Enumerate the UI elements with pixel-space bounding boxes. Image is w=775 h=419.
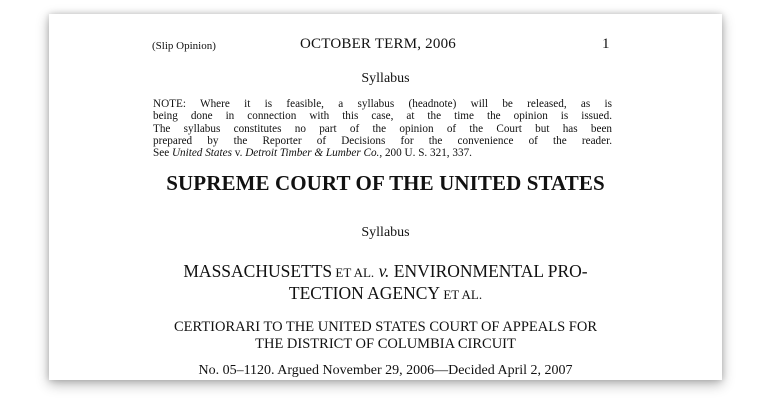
party-b-line-1: ENVIRONMENTAL PRO- bbox=[389, 261, 588, 281]
syllabus-heading: Syllabus bbox=[361, 225, 410, 240]
slip-opinion-label: (Slip Opinion) bbox=[152, 40, 216, 52]
party-b-line-2: TECTION AGENCY bbox=[288, 283, 441, 303]
note-line: The syllabus constitutes no part of the opinion of the Court but has been bbox=[153, 122, 612, 135]
headnote-note bbox=[153, 98, 612, 159]
note-line: being done in connection with this case, at the time the opinion is issued. bbox=[153, 110, 612, 123]
certiorari-heading bbox=[49, 319, 722, 353]
note-cite-case-a: United States bbox=[171, 147, 232, 160]
note-cite-citation: 200 U. S. 321, 337. bbox=[382, 147, 472, 160]
term-heading: OCTOBER TERM, 2006 bbox=[300, 36, 456, 52]
note-line: prepared by the Reporter of Decisions for the convenience of the reader. bbox=[153, 134, 612, 147]
et-al-b: ET AL. bbox=[440, 287, 483, 302]
case-title bbox=[49, 261, 722, 305]
page-number: 1 bbox=[602, 36, 610, 52]
note-line: NOTE: Where it is feasible, a syllabus (headnote) will be released, as is bbox=[153, 98, 612, 110]
certiorari-line: CERTIORARI TO THE UNITED STATES COURT OF APPEALS FOR bbox=[173, 319, 598, 335]
opinion-page bbox=[49, 14, 722, 380]
party-a: MASSACHUSETTS bbox=[183, 261, 333, 281]
docket-line: No. 05–1120. Argued November 29, 2006—Decided April 2, 2007 bbox=[198, 363, 573, 378]
note-cite-prefix: See bbox=[153, 147, 172, 160]
note-citation bbox=[153, 147, 612, 159]
certiorari-line: THE DISTRICT OF COLUMBIA CIRCUIT bbox=[255, 336, 516, 352]
case-title-line-1 bbox=[49, 261, 722, 283]
versus: v. bbox=[374, 261, 390, 281]
et-al-a: ET AL. bbox=[332, 265, 375, 280]
case-title-line-2 bbox=[49, 283, 722, 305]
note-cite-case-b: Detroit Timber & Lumber Co., bbox=[245, 147, 383, 160]
court-name: SUPREME COURT OF THE UNITED STATES bbox=[166, 171, 605, 195]
note-cite-v: v. bbox=[231, 147, 246, 160]
syllabus-heading-top: Syllabus bbox=[361, 71, 410, 86]
